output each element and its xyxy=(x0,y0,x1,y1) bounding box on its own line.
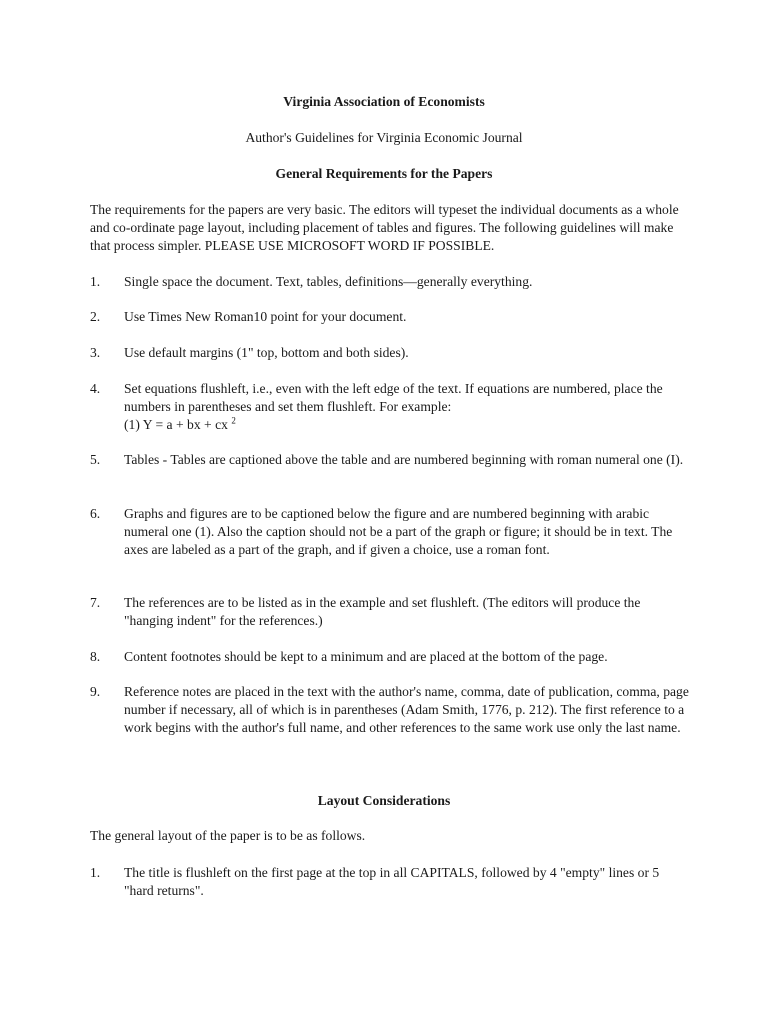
intro-paragraph: The requirements for the papers are very basic. The editors will typeset the individual documents as a whole and co-ordinate page layout, including placement of tables and figures. The following guidelines will make that process simpler. PLEASE USE MICROSOFT WORD IF POSSIBLE. xyxy=(90,202,679,253)
list-item xyxy=(90,683,690,737)
list-item-text: The title is flushleft on the first page at the top in all CAPITALS, followed by 4 "empty" lines or 5 "hard returns". xyxy=(124,865,660,898)
list-item-text: Content footnotes should be kept to a minimum and are placed at the bottom of the page. xyxy=(124,649,608,664)
equation-superscript: 2 xyxy=(231,415,236,426)
list-item xyxy=(90,380,690,434)
list-item-text: Use default margins (1" top, bottom and both sides). xyxy=(124,345,409,360)
list-item-number: 3. xyxy=(90,345,101,360)
list-item-number: 4. xyxy=(90,381,101,396)
list-item-number: 8. xyxy=(90,649,101,664)
list-item xyxy=(90,344,690,362)
list-item-text: Set equations flushleft, i.e., even with the left edge of the text. If equations are numbered, place the numbers in parentheses and set them flushleft. For example: xyxy=(124,381,663,414)
list-item xyxy=(90,451,690,469)
list-item-number: 9. xyxy=(90,684,101,699)
document-subtitle: Author's Guidelines for Virginia Economic Journal xyxy=(245,130,523,145)
list-item-number: 1. xyxy=(90,274,101,289)
list-item-text: Single space the document. Text, tables, definitions—generally everything. xyxy=(124,274,533,289)
equation-text: (1) Y = a + bx + cx xyxy=(124,417,228,432)
list-item-number: 1. xyxy=(90,865,101,880)
list-item-number: 7. xyxy=(90,595,101,610)
list-item-text: Tables - Tables are captioned above the table and are numbered beginning with roman numeral one (I). xyxy=(124,452,684,467)
list-item xyxy=(90,273,690,291)
list-item-text: Reference notes are placed in the text with the author's name, comma, date of publication, comma, page number if necessary, all of which is in parentheses (Adam Smith, 1776, p. 212). The first reference to a work begins with the author's full name, and other references to the same work use only the last name. xyxy=(124,684,689,735)
list-item-number: 6. xyxy=(90,506,101,521)
equation-example xyxy=(124,416,690,434)
list-item-text: The references are to be listed as in the example and set flushleft. (The editors will produce the "hanging indent" for the references.) xyxy=(124,595,641,628)
layout-intro-paragraph: The general layout of the paper is to be as follows. xyxy=(90,828,366,843)
list-item xyxy=(90,648,690,666)
section-heading-layout-considerations: Layout Considerations xyxy=(317,793,451,808)
list-item-number: 2. xyxy=(90,309,101,324)
list-item xyxy=(90,864,690,900)
document-title: Virginia Association of Economists xyxy=(283,94,485,109)
list-item xyxy=(90,308,690,326)
list-item xyxy=(90,505,690,559)
section-heading-general-requirements: General Requirements for the Papers xyxy=(275,166,493,181)
list-item-text: Graphs and figures are to be captioned below the figure and are numbered beginning with arabic numeral one (1). Also the caption should not be a part of the graph or figure; it should be in text. The axes are labeled as a part of the graph, and if given a choice, use a roman font. xyxy=(124,506,673,557)
list-item-number: 5. xyxy=(90,452,101,467)
list-item-text: Use Times New Roman10 point for your document. xyxy=(124,309,407,324)
list-item xyxy=(90,594,690,630)
